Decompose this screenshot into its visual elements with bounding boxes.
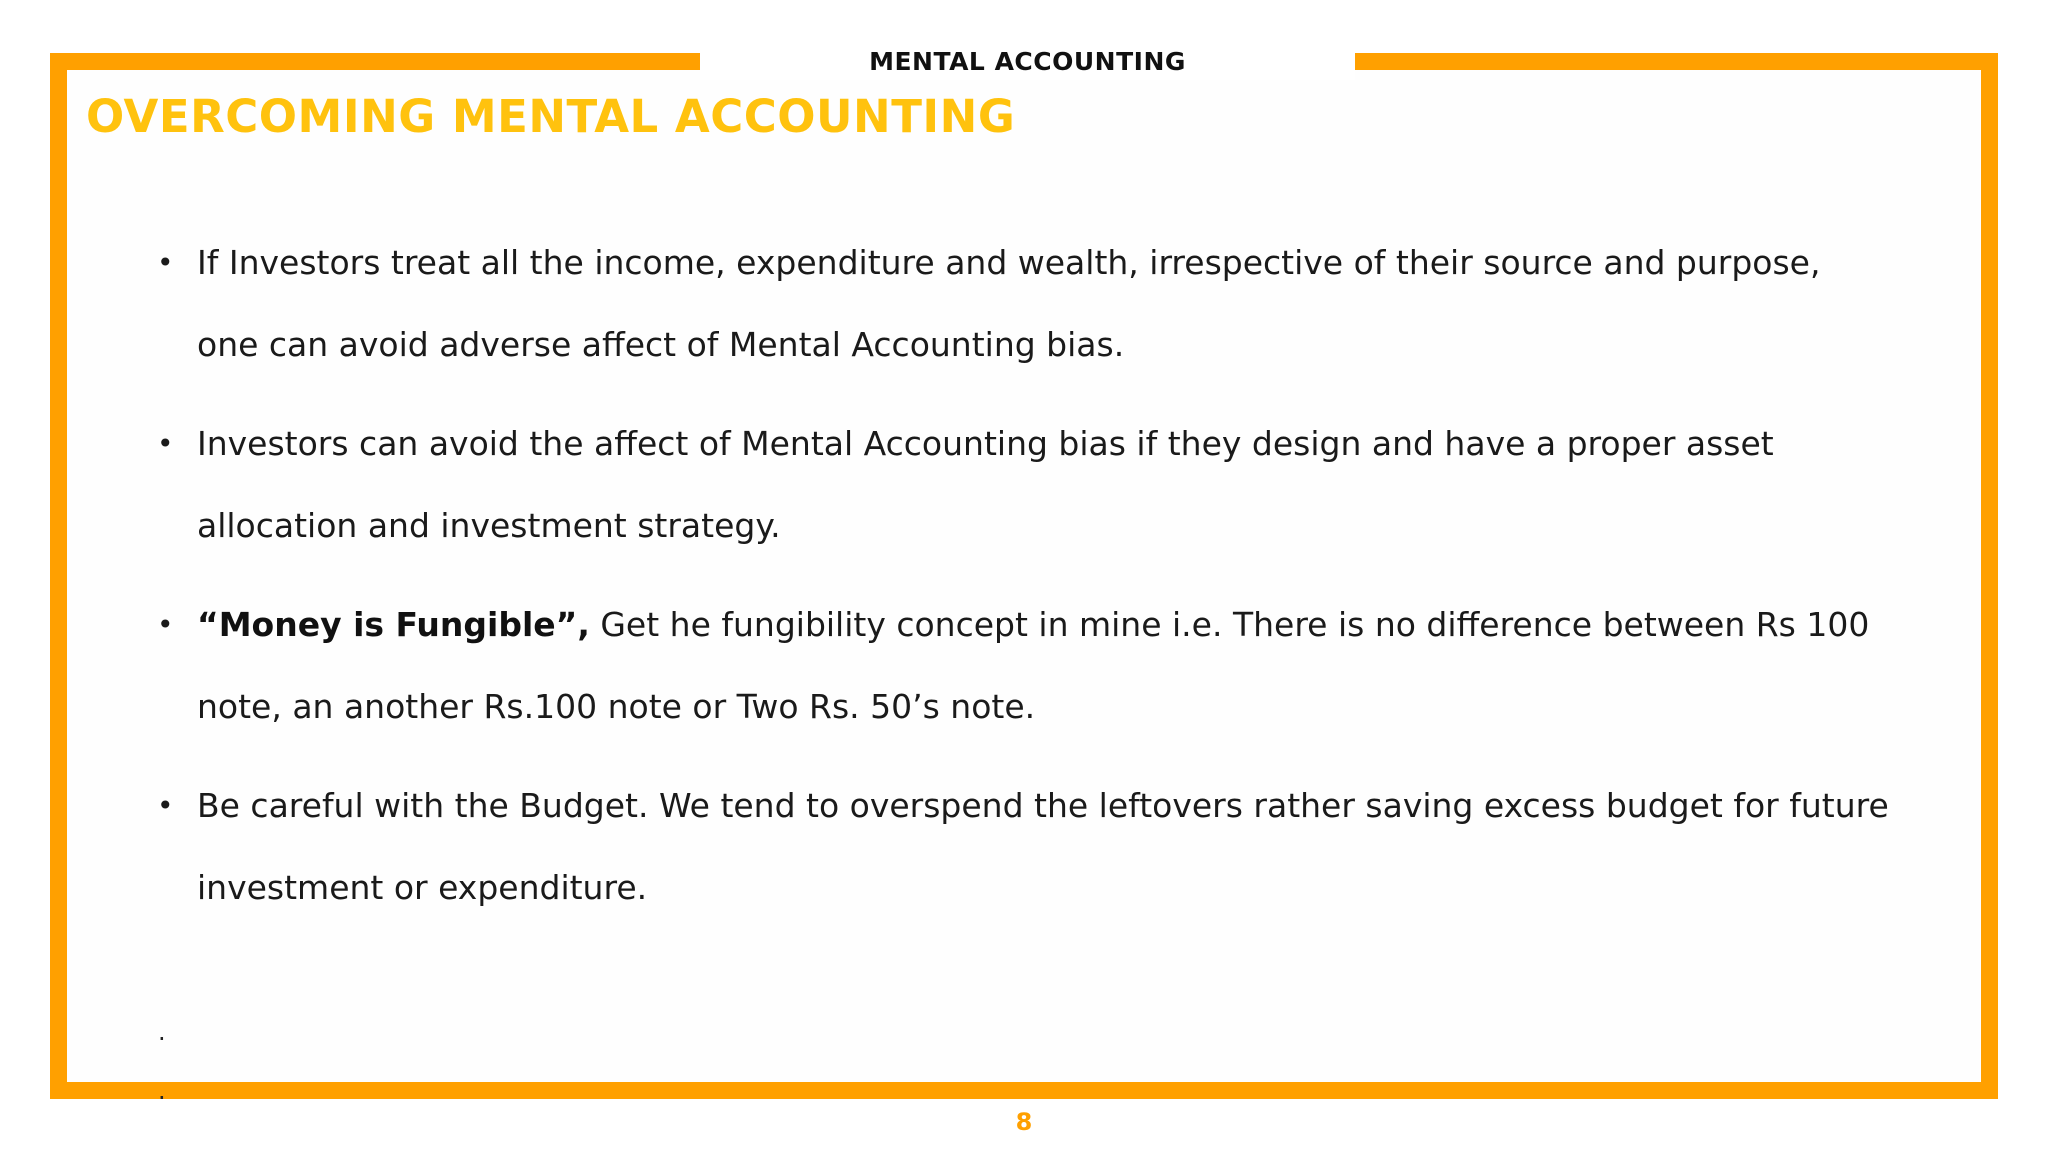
- stray-mark: .: [158, 1077, 166, 1105]
- bullet-item: [150, 765, 1890, 929]
- bullet-bold-lead: “Money is Fungible”,: [197, 605, 590, 644]
- bullet-text: Investors can avoid the affect of Mental Accounting bias if they design and have a proper asset allocation and investment strategy.: [197, 424, 1774, 545]
- bullet-text: Be careful with the Budget. We tend to overspend the leftovers rather saving excess budget for future investment or expenditure.: [197, 786, 1889, 907]
- bullet-item: [150, 403, 1890, 567]
- bullet-item: [150, 584, 1890, 748]
- bullet-text: Get he fungibility concept in mine i.e. There is no difference between Rs 100 note, an another Rs.100 note or Two Rs. 50’s note.: [197, 605, 1870, 726]
- bullet-item: [150, 222, 1890, 386]
- slide-title: OVERCOMING MENTAL ACCOUNTING: [86, 90, 1016, 143]
- bullet-icon: •: [157, 608, 174, 641]
- page-number: 8: [1015, 1108, 1033, 1136]
- bullet-icon: •: [157, 789, 174, 822]
- bullet-icon: •: [157, 427, 174, 460]
- bullet-text: If Investors treat all the income, expenditure and wealth, irrespective of their source and purpose, one can avoid adverse affect of Mental Accounting bias.: [197, 243, 1821, 364]
- bullet-icon: •: [157, 246, 174, 279]
- stray-mark: .: [158, 1018, 166, 1046]
- bullet-list: [150, 222, 1890, 946]
- header-title: MENTAL ACCOUNTING: [869, 47, 1186, 76]
